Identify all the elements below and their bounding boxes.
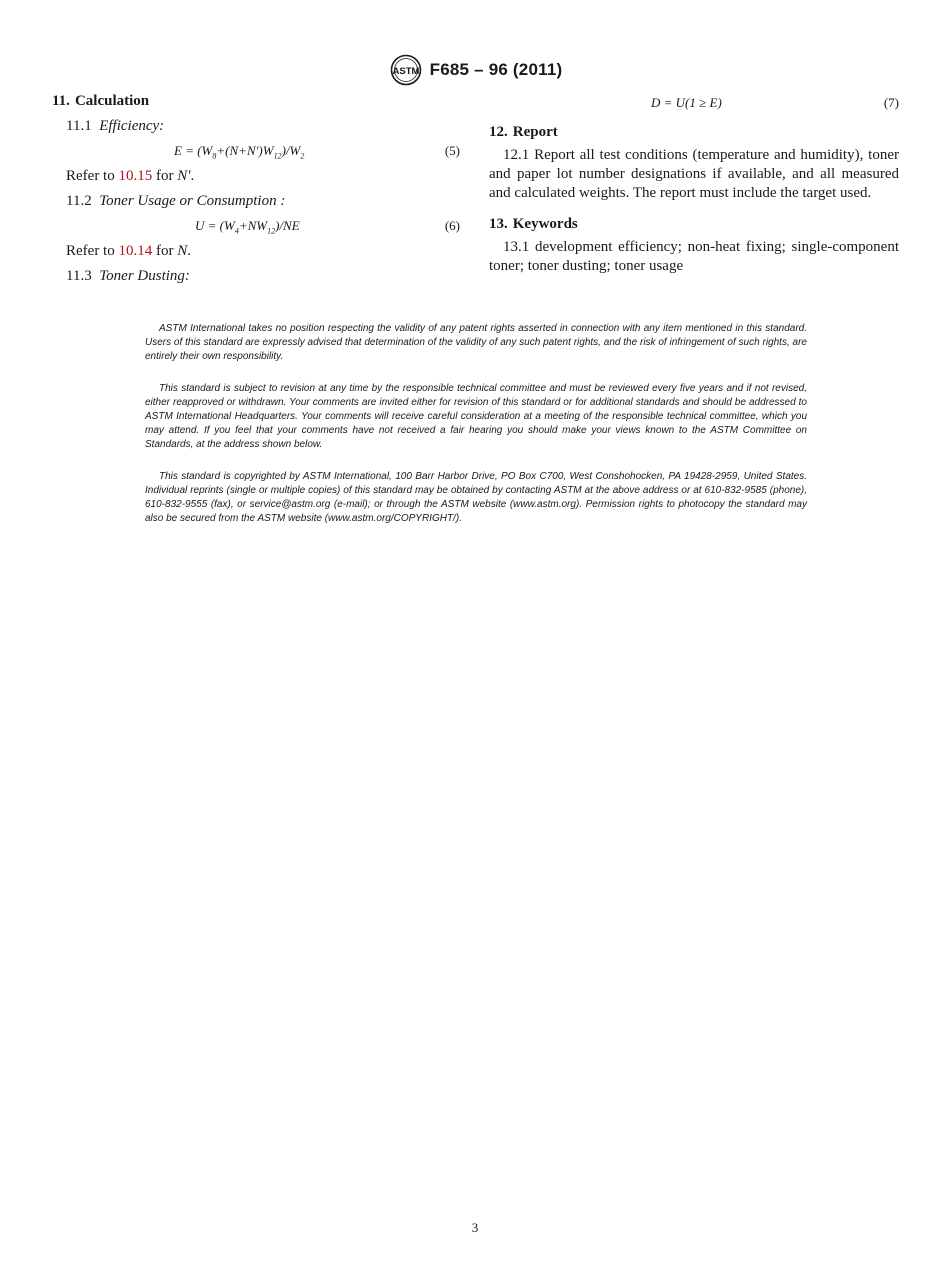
patent-notice: ASTM International takes no position respecting the validity of any patent rights asserted in connection with any item mentioned in this standard. Users of this standard are expressly advised that determination of the validity of any such patent rights, and the risk of infringement of such rights, are entirely their own responsibility. (145, 323, 807, 362)
refer-note-1: Refer to 10.15 for N′. (66, 168, 195, 184)
equation-6: $U = (W_4+NW_{12})/NE$ (6) (52, 214, 460, 238)
page-header (0, 54, 950, 86)
legal-notices (145, 322, 807, 544)
standard-designation: F685 – 96 (2011) (429, 60, 563, 79)
subsection-11-1: 11.1 Efficiency: (66, 118, 165, 134)
equation-number: (7) (883, 95, 899, 110)
right-column (489, 92, 899, 276)
section-11-heading: 11. Calculation (52, 93, 150, 109)
astm-logo-icon (388, 54, 424, 86)
section-12-heading: 12. Report (489, 124, 558, 140)
subsection-11-2: 11.2 Toner Usage or Consumption : (66, 193, 286, 209)
section-13-heading: 13. Keywords (489, 216, 578, 232)
reference-link-10-15[interactable]: 10.15 (118, 168, 153, 184)
equation-number: (5) (444, 143, 460, 158)
left-column (52, 92, 460, 286)
subsection-11-3: 11.3 Toner Dusting: (66, 268, 190, 284)
equation-5: $E = (W_8+(N+N')W_{12})/W_2$ (5) (52, 139, 460, 163)
section-12-paragraph: 12.1 Report all test conditions (temperature and humidity), toner and paper lot number designations if available, and all measured and calculated weights. The report must include the target used. (489, 147, 899, 201)
revision-notice: This standard is subject to revision at any time by the responsible technical committee and must be reviewed every five years and if not revised, either reapproved or withdrawn. Your comments are invited either for revision of this standard or for additional standards and should be addressed to ASTM International Headquarters. Your comments will receive careful consideration at a meeting of the responsible technical committee, which you may attend. If you feel that your comments have not received a fair hearing you should make your views known to the ASTM Committee on Standards, at the address shown below. (145, 383, 807, 450)
copyright-notice: This standard is copyrighted by ASTM International, 100 Barr Harbor Drive, PO Box C700, West Conshohocken, PA 19428-2959, United States. Individual reprints (single or multiple copies) of this standard may be obtained by contacting ASTM at the above address or at 610-832-9585 (phone), 610-832-9555 (fax), or service@astm.org (e-mail); or through the ASTM website (www.astm.org). Permission rights to photocopy the standard may also be secured from the ASTM website (www.astm.org/COPYRIGHT/). (145, 471, 807, 524)
equation-number: (6) (444, 218, 460, 233)
reference-link-10-14[interactable]: 10.14 (118, 243, 153, 259)
svg-text:ASTM: ASTM (392, 66, 420, 77)
page-number: 3 (471, 1220, 479, 1235)
equation-7: D = U(1 ≥ E) (7) (489, 91, 899, 115)
refer-note-2: Refer to 10.14 for N. (66, 243, 191, 259)
section-13-paragraph: 13.1 development efficiency; non-heat fixing; single-component toner; toner dusting; toner usage (489, 239, 899, 274)
